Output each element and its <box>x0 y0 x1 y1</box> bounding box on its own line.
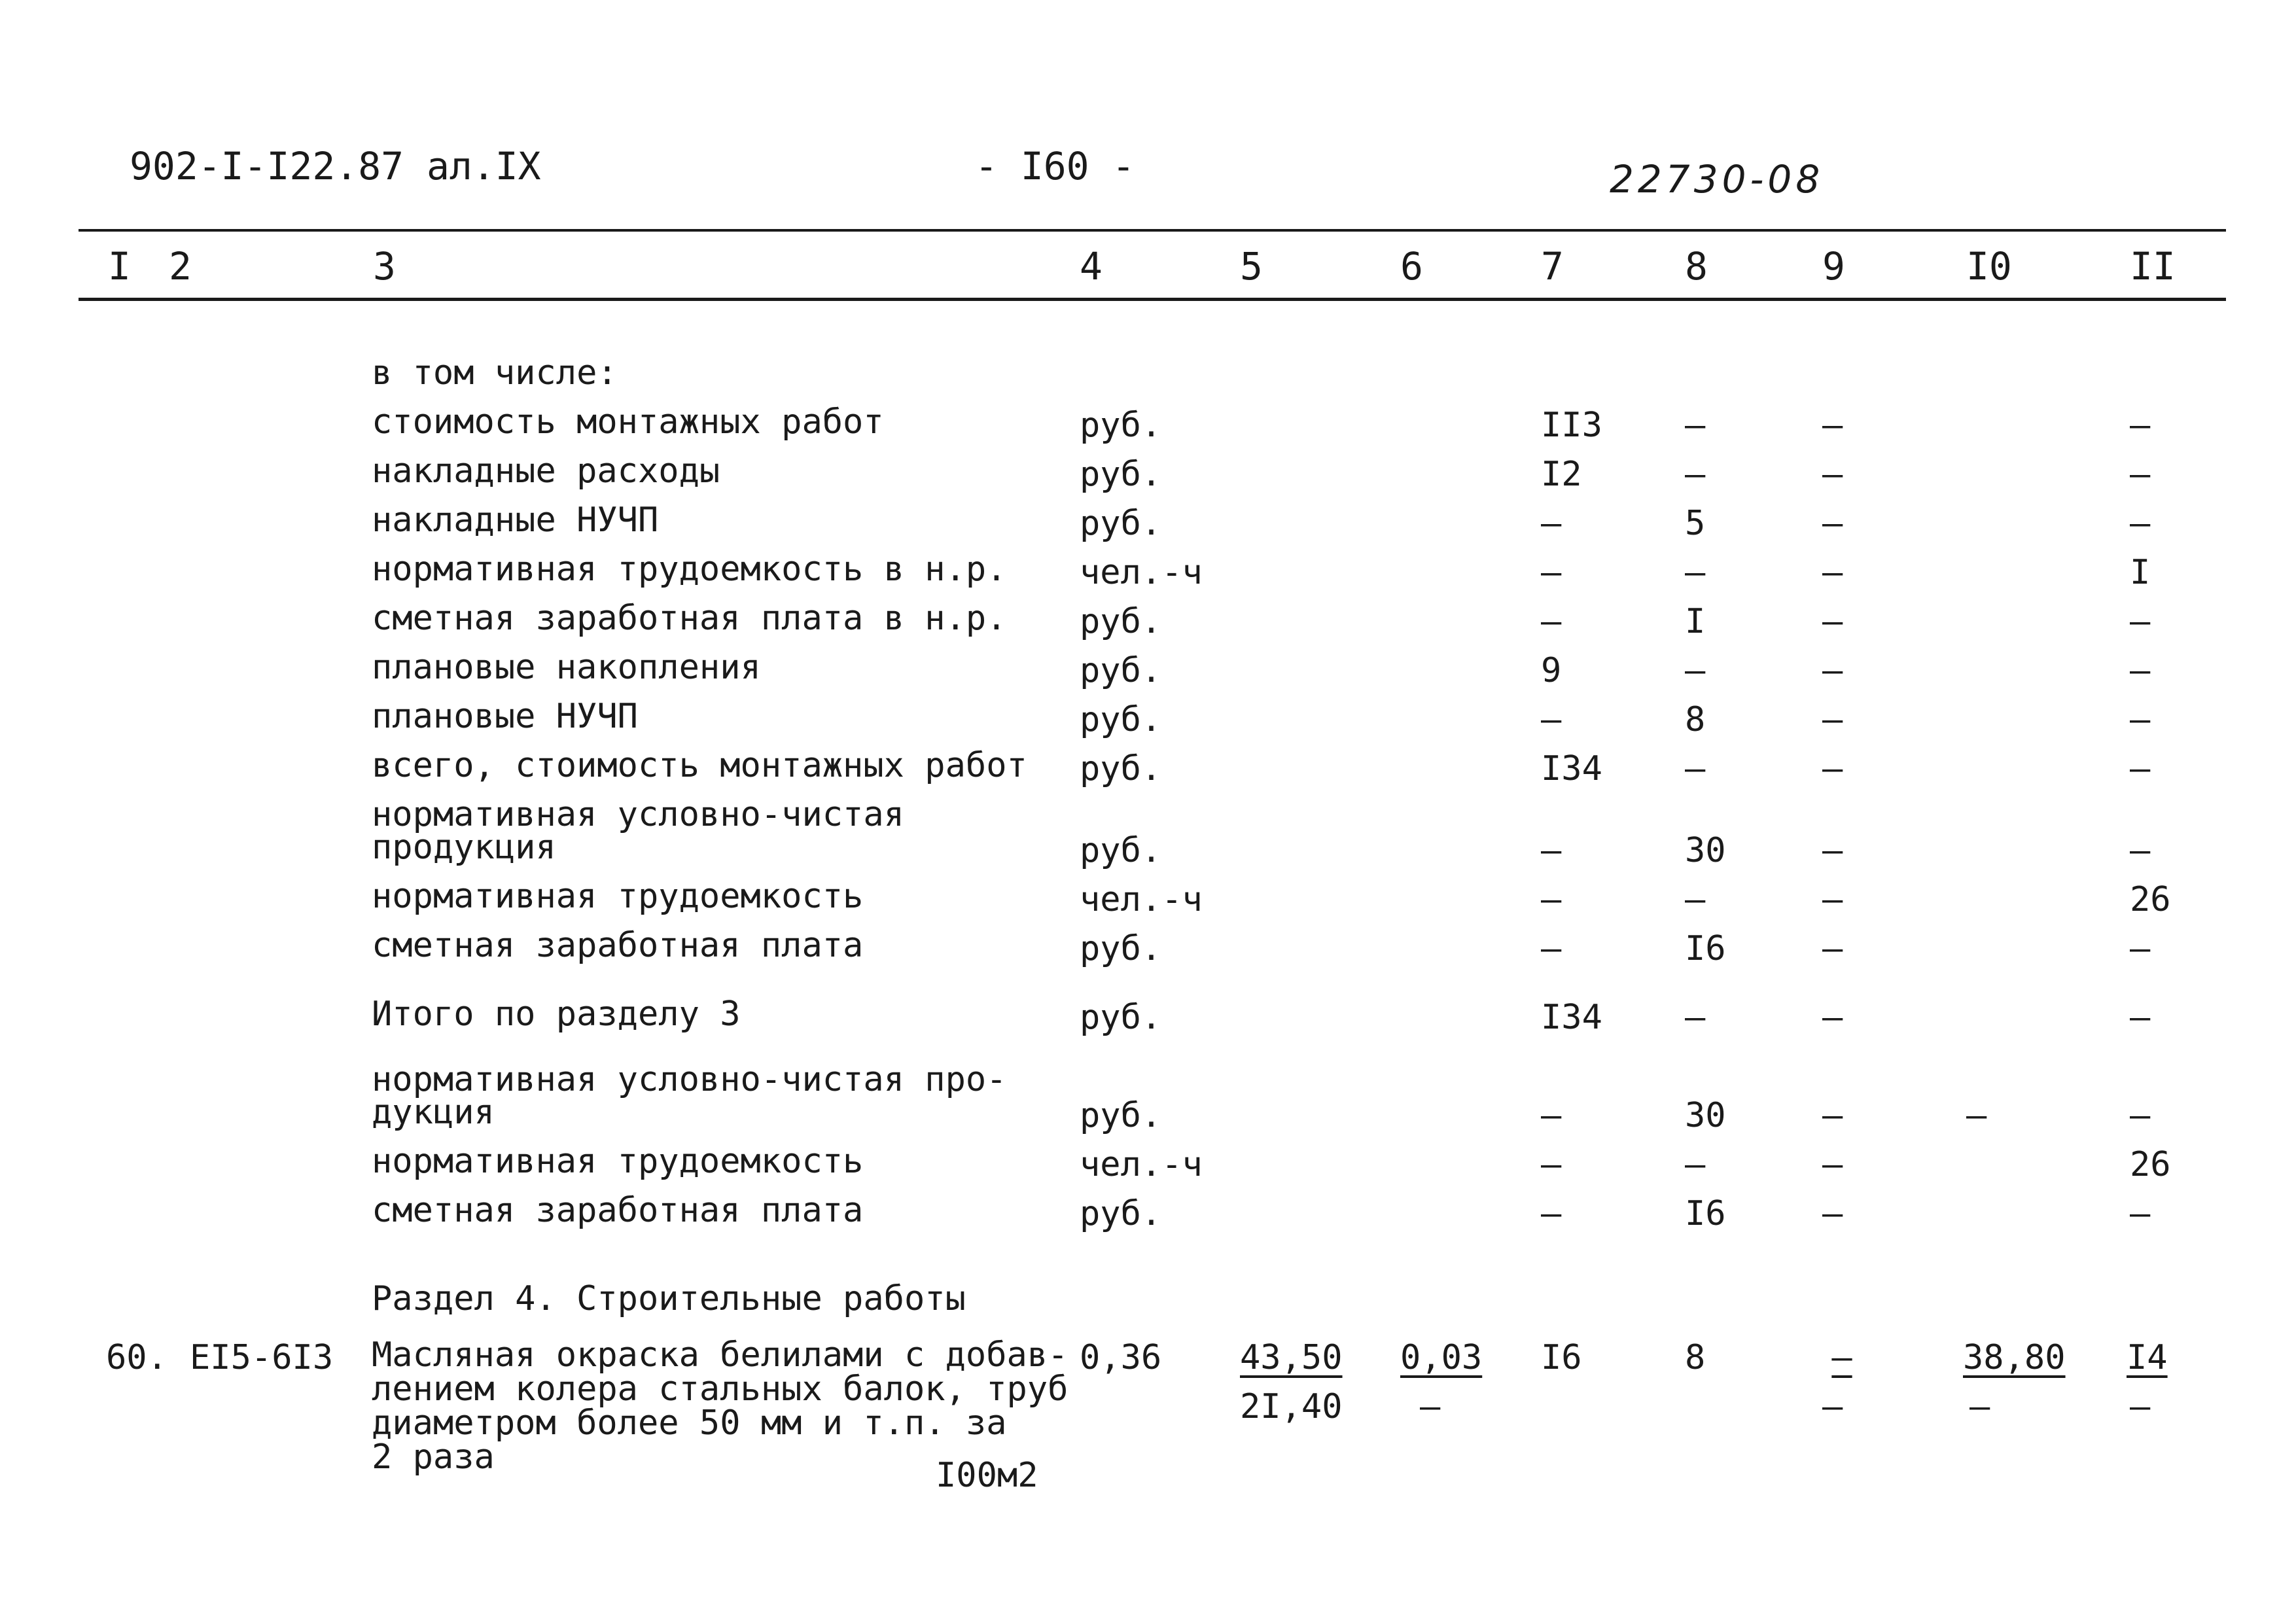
row-unit: руб. <box>1080 406 1162 445</box>
row-col11: – <box>2130 504 2151 543</box>
row-col9: – <box>1822 553 1843 592</box>
row-unit: руб. <box>1080 700 1162 739</box>
row-col8: – <box>1685 406 1706 445</box>
item-number: 60. <box>106 1338 168 1377</box>
row-col9: – <box>1822 700 1843 739</box>
row-col7: – <box>1541 831 1562 870</box>
item-col11-top: I4 <box>2127 1338 2168 1377</box>
row-col11: – <box>2130 749 2151 788</box>
row-col9: – <box>1822 602 1843 641</box>
row-col7: – <box>1541 929 1562 968</box>
row-col11: – <box>2130 406 2151 445</box>
row-col8: 30 <box>1685 1096 1726 1135</box>
row-col9: – <box>1822 1145 1843 1184</box>
row-col9: – <box>1822 929 1843 968</box>
row-unit: руб. <box>1080 929 1162 968</box>
row-unit: руб. <box>1080 602 1162 641</box>
row-label: сметная заработная плата <box>372 926 864 965</box>
row-col8: – <box>1685 998 1706 1037</box>
row-unit: руб. <box>1080 998 1162 1037</box>
column-header: 8 <box>1685 244 1708 289</box>
row-label: нормативная трудоемкость в н.р. <box>372 550 1007 589</box>
item-col11-bottom: – <box>2130 1387 2151 1426</box>
column-header: 4 <box>1080 244 1103 289</box>
row-col11: – <box>2130 1194 2151 1233</box>
row-col8: I <box>1685 602 1706 641</box>
row-col7: I34 <box>1541 998 1602 1037</box>
row-col7: I34 <box>1541 749 1602 788</box>
row-col11: – <box>2130 998 2151 1037</box>
row-label: накладные расходы <box>372 451 720 491</box>
row-unit: руб. <box>1080 651 1162 690</box>
document-code: 902-I-I22.87 ал.IX <box>130 144 541 188</box>
row-col9: – <box>1822 1194 1843 1233</box>
row-col8: – <box>1685 651 1706 690</box>
item-col5-top: 43,50 <box>1240 1338 1343 1377</box>
row-col7: II3 <box>1541 406 1602 445</box>
column-header: I0 <box>1966 244 2012 289</box>
row-label: всего, стоимость монтажных работ <box>372 746 1027 785</box>
item-col10-top: 38,80 <box>1963 1338 2066 1377</box>
row-col9: – <box>1822 455 1843 494</box>
row-col9: – <box>1822 1096 1843 1135</box>
row-unit: чел.-ч <box>1080 553 1203 592</box>
row-label: стоимость монтажных работ <box>372 402 884 442</box>
row-col7: – <box>1541 553 1562 592</box>
item-code: ЕI5-6I3 <box>190 1338 334 1377</box>
row-col9: – <box>1822 651 1843 690</box>
row-unit: руб. <box>1080 831 1162 870</box>
row-col11: – <box>2130 602 2151 641</box>
row-col9: – <box>1822 831 1843 870</box>
item-col10-bottom: – <box>1969 1387 1990 1426</box>
item-col8: 8 <box>1685 1338 1706 1377</box>
row-unit: руб. <box>1080 749 1162 788</box>
row-col8: I6 <box>1685 1194 1726 1233</box>
row-col11: – <box>2130 1096 2151 1135</box>
column-header: 5 <box>1240 244 1263 289</box>
row-label: плановые НУЧП <box>372 697 638 736</box>
row-col7: – <box>1541 1145 1562 1184</box>
row-col7: – <box>1541 602 1562 641</box>
section-title: Раздел 4. Строительные работы <box>372 1279 966 1318</box>
row-label: плановые накопления <box>372 648 761 687</box>
item-quantity: 0,36 <box>1080 1338 1162 1377</box>
row-col8: I6 <box>1685 929 1726 968</box>
row-col7: – <box>1541 1194 1562 1233</box>
row-col8: 8 <box>1685 700 1706 739</box>
row-col11: – <box>2130 929 2151 968</box>
table-top-rule <box>79 229 2226 232</box>
item-description: Масляная окраска белилами с добав- лением колера стальных балок, труб диаметром более 50 мм и т.п. за 2 раза <box>372 1335 1069 1477</box>
row-col9: – <box>1822 880 1843 919</box>
row-col11: 26 <box>2130 1145 2171 1184</box>
row-col8: – <box>1685 455 1706 494</box>
item-col9-bottom: – <box>1822 1387 1843 1426</box>
row-label: накладные НУЧП <box>372 501 659 540</box>
row-col8: 5 <box>1685 504 1706 543</box>
row-col7: – <box>1541 1096 1562 1135</box>
item-col9-top: – <box>1831 1338 1852 1377</box>
column-header: 2 <box>169 244 192 289</box>
row-col8: – <box>1685 1145 1706 1184</box>
row-label: нормативная трудоемкость <box>372 877 864 916</box>
column-header: II <box>2130 244 2176 289</box>
row-label: нормативная условно-чистая про- дукция <box>372 1060 1007 1132</box>
item-col5-bottom: 2I,40 <box>1240 1387 1343 1426</box>
row-col9: – <box>1822 749 1843 788</box>
row-unit: чел.-ч <box>1080 1145 1203 1184</box>
row-col9: – <box>1822 504 1843 543</box>
column-header: 7 <box>1541 244 1564 289</box>
item-col7: I6 <box>1541 1338 1582 1377</box>
row-col11: – <box>2130 455 2151 494</box>
row-col8: – <box>1685 553 1706 592</box>
row-col8: 30 <box>1685 831 1726 870</box>
row-unit: чел.-ч <box>1080 880 1203 919</box>
row-col11: I <box>2130 553 2151 592</box>
row-unit: руб. <box>1080 504 1162 543</box>
stamp-number: 22730-08 <box>1610 157 1824 202</box>
row-col8: – <box>1685 749 1706 788</box>
row-unit: руб. <box>1080 1194 1162 1233</box>
row-col7: – <box>1541 700 1562 739</box>
row-label: нормативная трудоемкость <box>372 1142 864 1181</box>
column-header: 6 <box>1400 244 1423 289</box>
item-col6-top: 0,03 <box>1400 1338 1483 1377</box>
row-col7: – <box>1541 504 1562 543</box>
row-col8: – <box>1685 880 1706 919</box>
row-unit: руб. <box>1080 1096 1162 1135</box>
row-unit: руб. <box>1080 455 1162 494</box>
row-label: сметная заработная плата <box>372 1191 864 1230</box>
row-col9: – <box>1822 406 1843 445</box>
item-unit: I00м2 <box>936 1456 1038 1495</box>
row-col11: 26 <box>2130 880 2171 919</box>
row-col7: – <box>1541 880 1562 919</box>
row-label: Итого по разделу 3 <box>372 995 741 1034</box>
row-col11: – <box>2130 651 2151 690</box>
column-header: 3 <box>373 244 396 289</box>
row-col11: – <box>2130 700 2151 739</box>
row-label: сметная заработная плата в н.р. <box>372 599 1007 638</box>
row-col11: – <box>2130 831 2151 870</box>
column-header: I <box>108 244 131 289</box>
page-number: - I60 - <box>975 144 1135 188</box>
row-col10: – <box>1966 1096 1987 1135</box>
row-col9: – <box>1822 998 1843 1037</box>
row-col7: 9 <box>1541 651 1562 690</box>
item-col6-bottom: – <box>1420 1387 1441 1426</box>
row-label: в том числе: <box>372 353 618 393</box>
row-label: нормативная условно-чистая продукция <box>372 795 904 867</box>
table-header-rule <box>79 298 2226 301</box>
row-col7: I2 <box>1541 455 1582 494</box>
column-header: 9 <box>1822 244 1845 289</box>
